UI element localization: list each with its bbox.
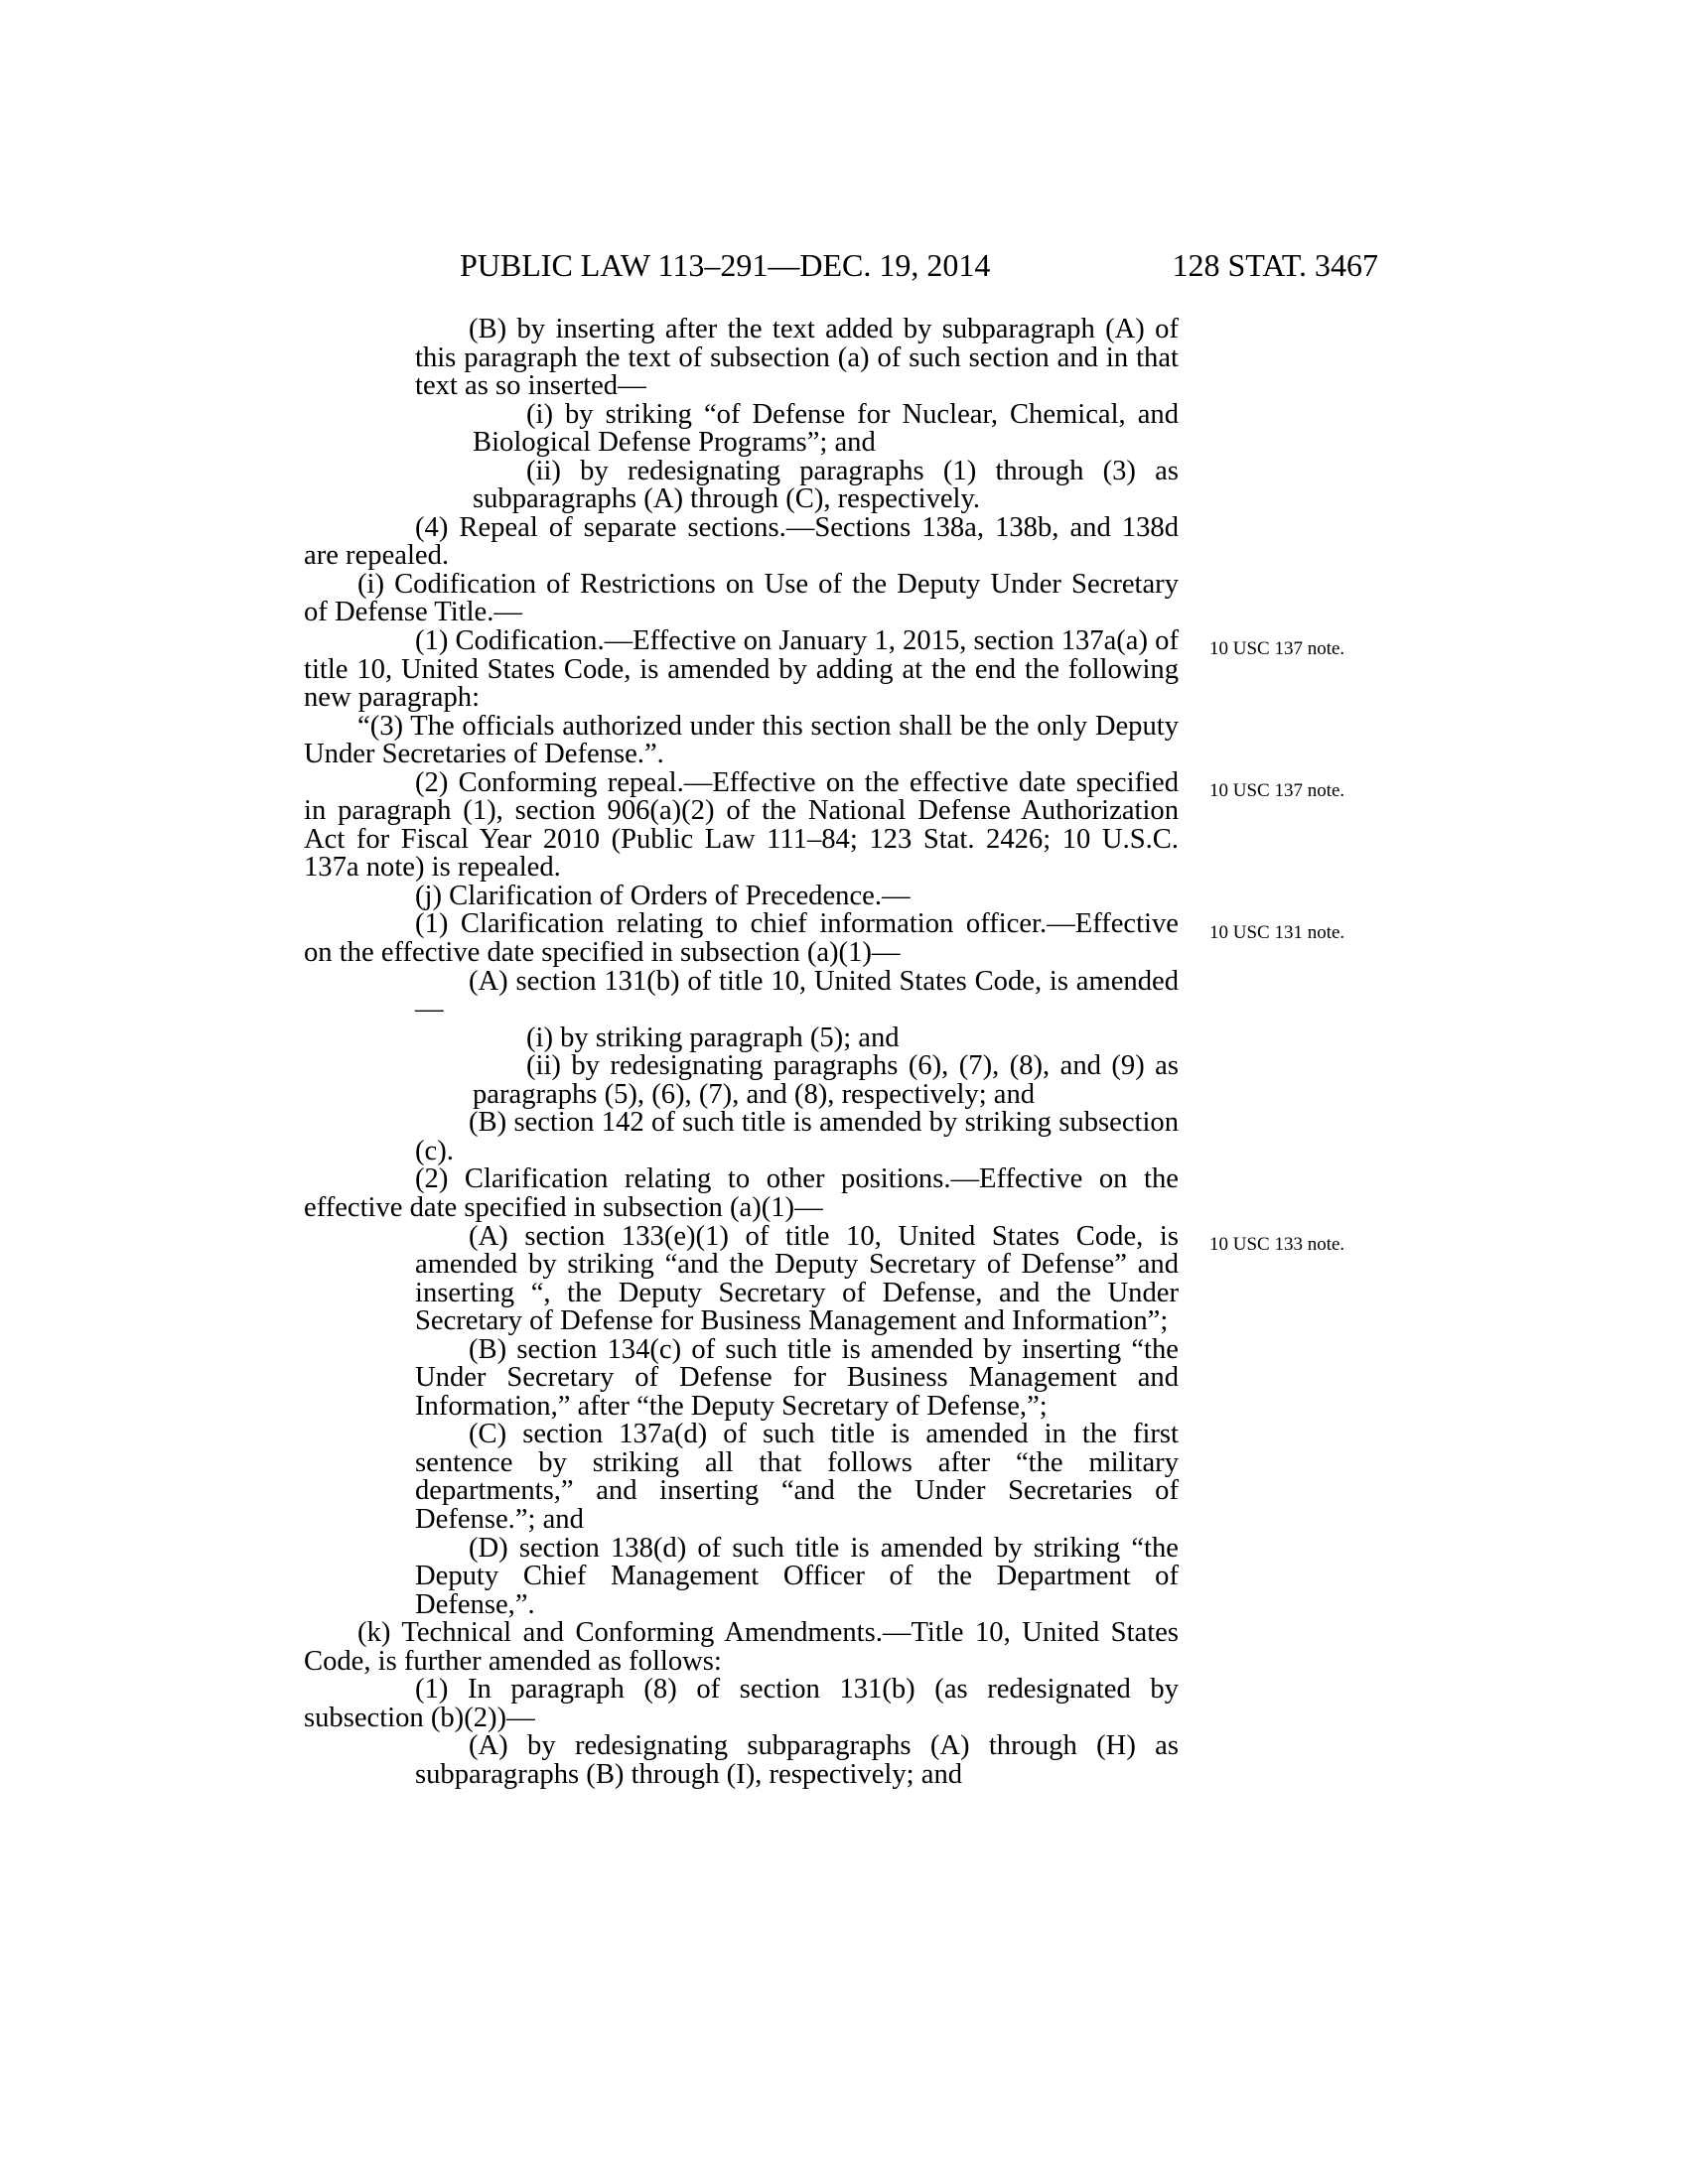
clause-ii-redesignating-paragraphs: (ii) by redesignating paragraphs (6), (7), (8), and (9) as paragraphs (5), (6), (7), and (8), respectively; and xyxy=(473,1050,1179,1110)
paragraph-4-repeal: (4) Repeal of separate sections.—Sections 138a, 138b, and 138d are repealed. xyxy=(304,511,1179,572)
clause-ii-redesignating: (ii) by redesignating paragraphs (1) through (3) as subparagraphs (A) through (C), respectively. xyxy=(473,455,1179,515)
statute-page-number: 128 STAT. 3467 xyxy=(1172,247,1378,283)
paragraph-2-other-positions: (2) Clarification relating to other positions.—Effective on the effective date specified in subsection (a)(1)— xyxy=(304,1163,1179,1223)
subsection-j-heading: (j) Clarification of Orders of Precedence.— xyxy=(415,880,911,911)
paragraph-1-codification: (1) Codification.—Effective on January 1, 2015, section 137a(a) of title 10, United States Code, is amended by adding at the end the following new paragraph: xyxy=(304,625,1179,714)
paragraph-b-inserting: (B) by inserting after the text added by subparagraph (A) of this paragraph the text of subsection (a) of such section and in that text as so inserted— xyxy=(415,314,1179,402)
paragraph-1-chief-information-officer: (1) Clarification relating to chief information officer.—Effective on the effective date specified in subsection (a)(1)— xyxy=(304,908,1179,969)
subparagraph-a-section-131b: (A) section 131(b) of title 10, United States Code, is amended— xyxy=(415,965,1179,1025)
page-header xyxy=(460,245,1378,285)
paragraph-2-conforming-repeal: (2) Conforming repeal.—Effective on the effective date specified in paragraph (1), section 906(a)(2) of the National Defense Authorization Act for Fiscal Year 2010 (Public Law 111–84; 123 Stat. 2426; 10 U.S.C. 137a note) is repealed. xyxy=(304,766,1179,884)
subparagraph-b-section-134c: (B) section 134(c) of such title is amended by inserting “the Under Secretary of Defense for Business Management and Information,” after “the Deputy Secretary of Defense,”; xyxy=(415,1333,1179,1422)
margin-note: 10 USC 131 note. xyxy=(1209,922,1345,943)
clause-i-striking: (i) by striking “of Defense for Nuclear, Chemical, and Biological Defense Programs”; and xyxy=(473,398,1179,459)
statute-body xyxy=(304,316,1179,1789)
subparagraph-b-section-142: (B) section 142 of such title is amended by striking subsection (c). xyxy=(415,1107,1179,1166)
quoted-paragraph-3: “(3) The officials authorized under this section shall be the only Deputy Under Secretaries of Defense.”. xyxy=(304,710,1179,770)
margin-note: 10 USC 133 note. xyxy=(1209,1234,1345,1255)
law-citation: PUBLIC LAW 113–291—DEC. 19, 2014 xyxy=(460,247,991,283)
subparagraph-a-redesignating: (A) by redesignating subparagraphs (A) through (H) as subparagraphs (B) through (I), respectively; and xyxy=(415,1730,1179,1790)
subparagraph-d-section-138d: (D) section 138(d) of such title is amended by striking “the Deputy Chief Management Officer of the Department of Defense,”. xyxy=(415,1532,1179,1620)
subsection-k-heading: (k) Technical and Conforming Amendments.—Title 10, United States Code, is further amended as follows: xyxy=(304,1617,1179,1677)
subsection-i-heading: (i) Codification of Restrictions on Use of the Deputy Under Secretary of Defense Title.— xyxy=(304,568,1179,628)
margin-note: 10 USC 137 note. xyxy=(1209,780,1345,801)
clause-i-striking-paragraph-5: (i) by striking paragraph (5); and xyxy=(526,1022,900,1053)
paragraph-1-section-131b: (1) In paragraph (8) of section 131(b) (as redesignated by subsection (b)(2))— xyxy=(304,1674,1179,1733)
subparagraph-a-section-133e1: (A) section 133(e)(1) of title 10, United States Code, is amended by striking “and the Deputy Secretary of Defense” and inserting “, the Deputy Secretary of Defense, and the Under Secretary of Defense for Business Management and Information”; xyxy=(415,1220,1179,1337)
subparagraph-c-section-137ad: (C) section 137a(d) of such title is amended in the first sentence by striking all that follows after “the military departments,” and inserting “and the Under Secretaries of Defense.”; and xyxy=(415,1419,1179,1535)
margin-note: 10 USC 137 note. xyxy=(1209,638,1345,659)
